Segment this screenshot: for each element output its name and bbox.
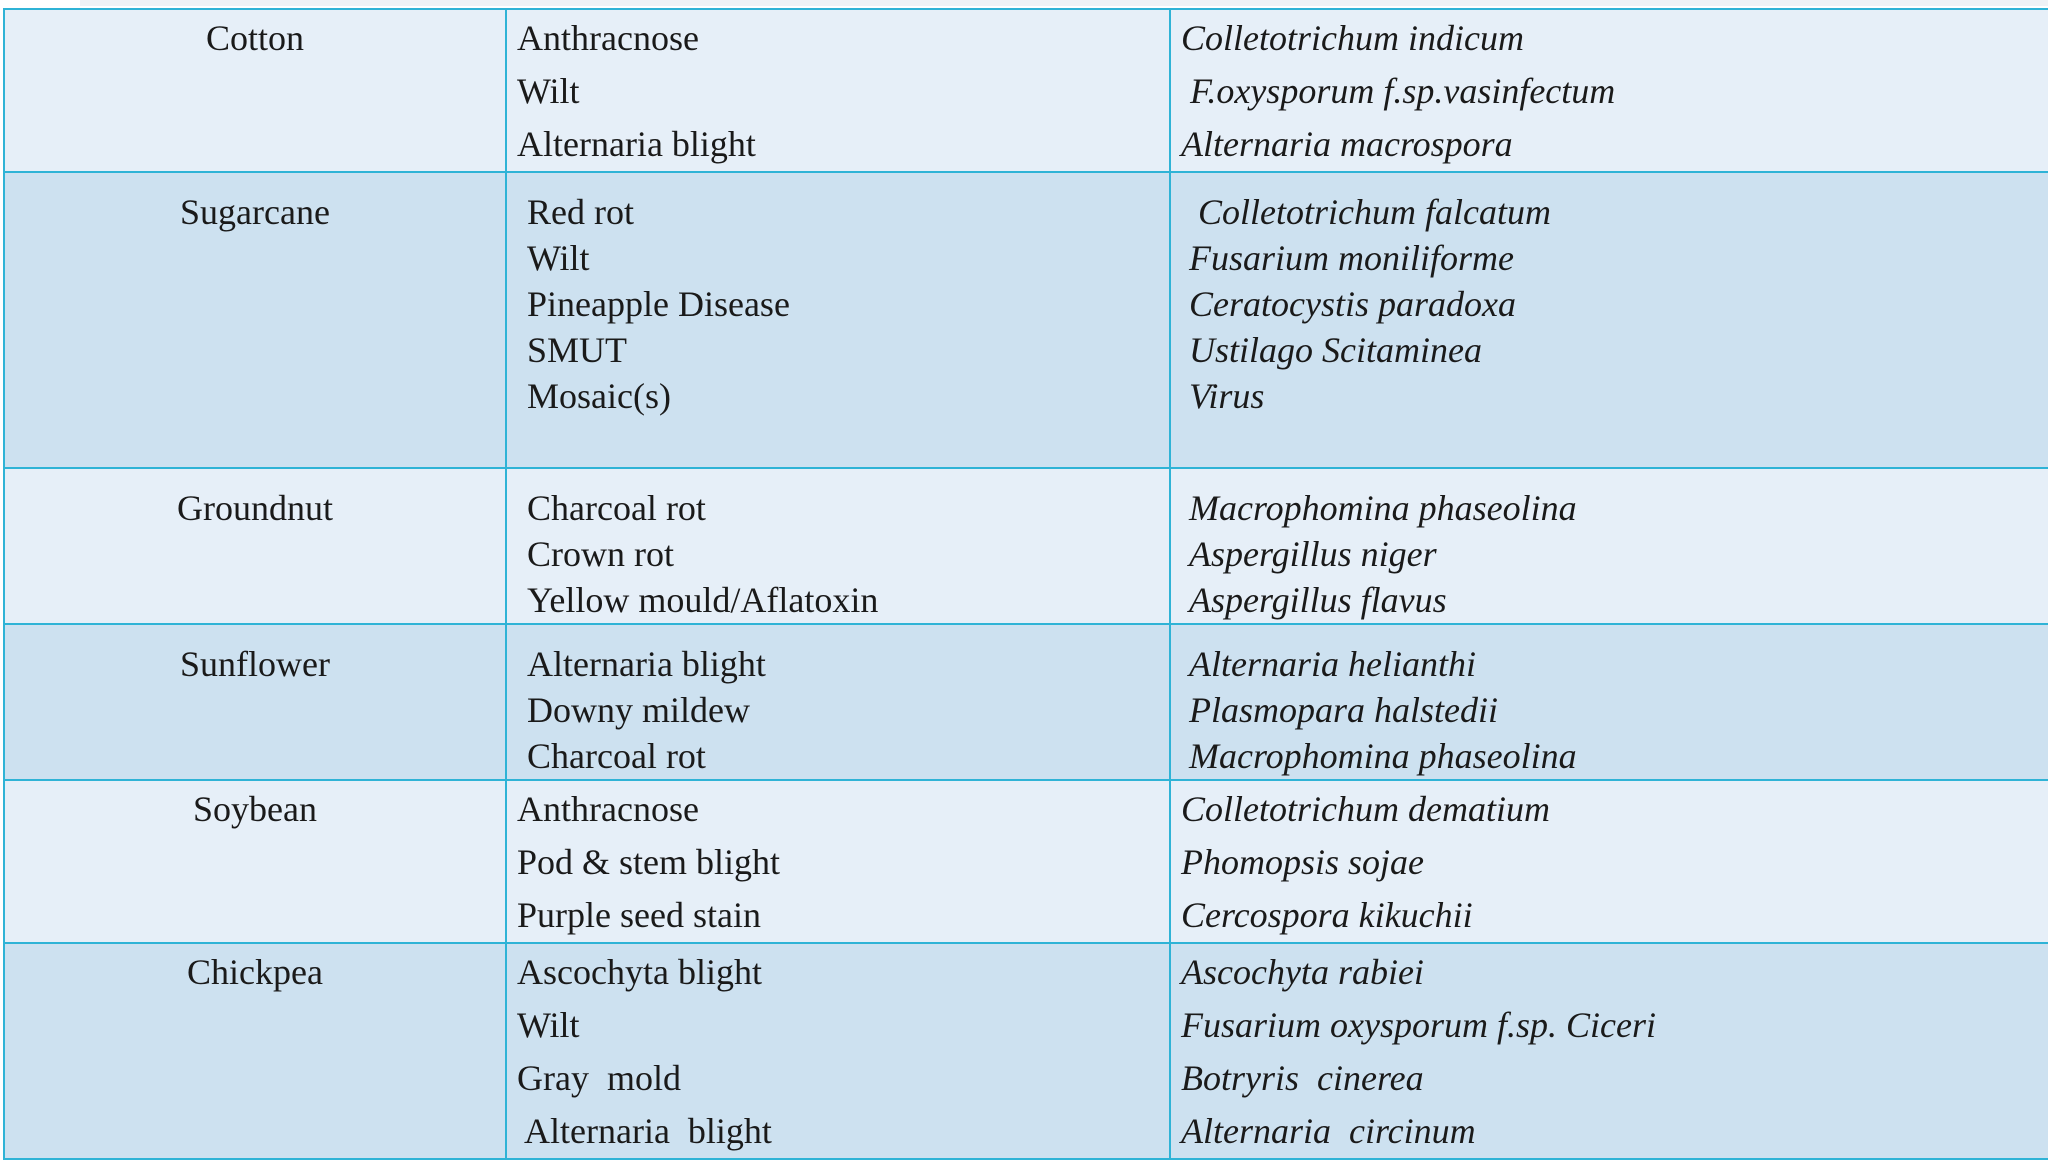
disease-name: Crown rot (527, 534, 674, 574)
disease-cell (506, 943, 1170, 1159)
pathogen-name: Macrophomina phaseolina (1189, 488, 1577, 528)
table-row (4, 624, 2048, 780)
table-row (4, 943, 2048, 1159)
pathogen-name: Aspergillus flavus (1189, 580, 1447, 620)
disease-name: Anthracnose (517, 789, 699, 829)
disease-name: Ascochyta blight (517, 952, 762, 992)
disease-name: Wilt (517, 1005, 580, 1045)
pathogen-name: Colletotrichum indicum (1181, 18, 1524, 58)
disease-name: Yellow mould/Aflatoxin (527, 580, 879, 620)
disease-name: Gray mold (517, 1058, 681, 1098)
disease-cell (506, 9, 1170, 172)
page-edge (80, 0, 2048, 6)
disease-name: Pod & stem blight (517, 842, 781, 882)
pathogen-cell (1170, 9, 2048, 172)
pathogen-name: Colletotrichum dematium (1181, 789, 1550, 829)
pathogen-cell (1170, 468, 2048, 624)
pathogen-name: Virus (1189, 376, 1265, 416)
pathogen-name: Phomopsis sojae (1181, 842, 1424, 882)
disease-name: Mosaic(s) (527, 376, 671, 416)
disease-name: Purple seed stain (517, 895, 761, 935)
table-row (4, 468, 2048, 624)
crop-name: Groundnut (177, 488, 333, 528)
disease-name: Downy mildew (527, 690, 750, 730)
crop-name: Chickpea (187, 952, 323, 992)
disease-cell (506, 780, 1170, 943)
pathogen-name: Ustilago Scitaminea (1189, 330, 1482, 370)
crop-cell (4, 943, 506, 1159)
crop-disease-table (3, 8, 2048, 1160)
crop-cell (4, 9, 506, 172)
disease-name: Wilt (517, 71, 580, 111)
pathogen-name: Fusarium oxysporum f.sp. Ciceri (1181, 1005, 1656, 1045)
disease-table-container (3, 8, 2048, 1151)
disease-name: Alternaria blight (517, 1111, 772, 1151)
crop-cell (4, 172, 506, 468)
crop-cell (4, 468, 506, 624)
disease-name: Pineapple Disease (527, 284, 790, 324)
disease-cell (506, 624, 1170, 780)
pathogen-name: Alternaria helianthi (1189, 644, 1476, 684)
pathogen-name: Plasmopara halstedii (1189, 690, 1499, 730)
disease-name: Red rot (527, 192, 634, 232)
pathogen-name: Alternaria circinum (1181, 1111, 1476, 1151)
disease-cell (506, 172, 1170, 468)
disease-name: Anthracnose (517, 18, 699, 58)
pathogen-cell (1170, 780, 2048, 943)
pathogen-cell (1170, 172, 2048, 468)
crop-cell (4, 624, 506, 780)
table-row (4, 780, 2048, 943)
disease-name: Charcoal rot (527, 736, 706, 776)
crop-name: Soybean (193, 789, 317, 829)
pathogen-cell (1170, 624, 2048, 780)
crop-name: Cotton (205, 18, 304, 58)
disease-name: Alternaria blight (517, 124, 756, 164)
pathogen-name: Colletotrichum falcatum (1189, 192, 1551, 232)
table-row (4, 9, 2048, 172)
pathogen-name: F.oxysporum f.sp.vasinfectum (1181, 71, 1616, 111)
disease-name: SMUT (527, 330, 628, 370)
pathogen-name: Botryris cinerea (1181, 1058, 1424, 1098)
pathogen-name: Macrophomina phaseolina (1189, 736, 1577, 776)
pathogen-name: Ceratocystis paradoxa (1189, 284, 1516, 324)
pathogen-name: Fusarium moniliforme (1189, 238, 1515, 278)
disease-name: Alternaria blight (527, 644, 766, 684)
crop-name: Sunflower (180, 644, 330, 684)
pathogen-name: Cercospora kikuchii (1181, 895, 1473, 935)
disease-name: Charcoal rot (527, 488, 706, 528)
pathogen-name: Ascochyta rabiei (1181, 952, 1424, 992)
pathogen-name: Aspergillus niger (1189, 534, 1437, 574)
table-row (4, 172, 2048, 468)
crop-cell (4, 780, 506, 943)
pathogen-name: Alternaria macrospora (1181, 124, 1513, 164)
crop-name: Sugarcane (180, 192, 330, 232)
disease-name: Wilt (527, 238, 590, 278)
pathogen-cell (1170, 943, 2048, 1159)
disease-cell (506, 468, 1170, 624)
